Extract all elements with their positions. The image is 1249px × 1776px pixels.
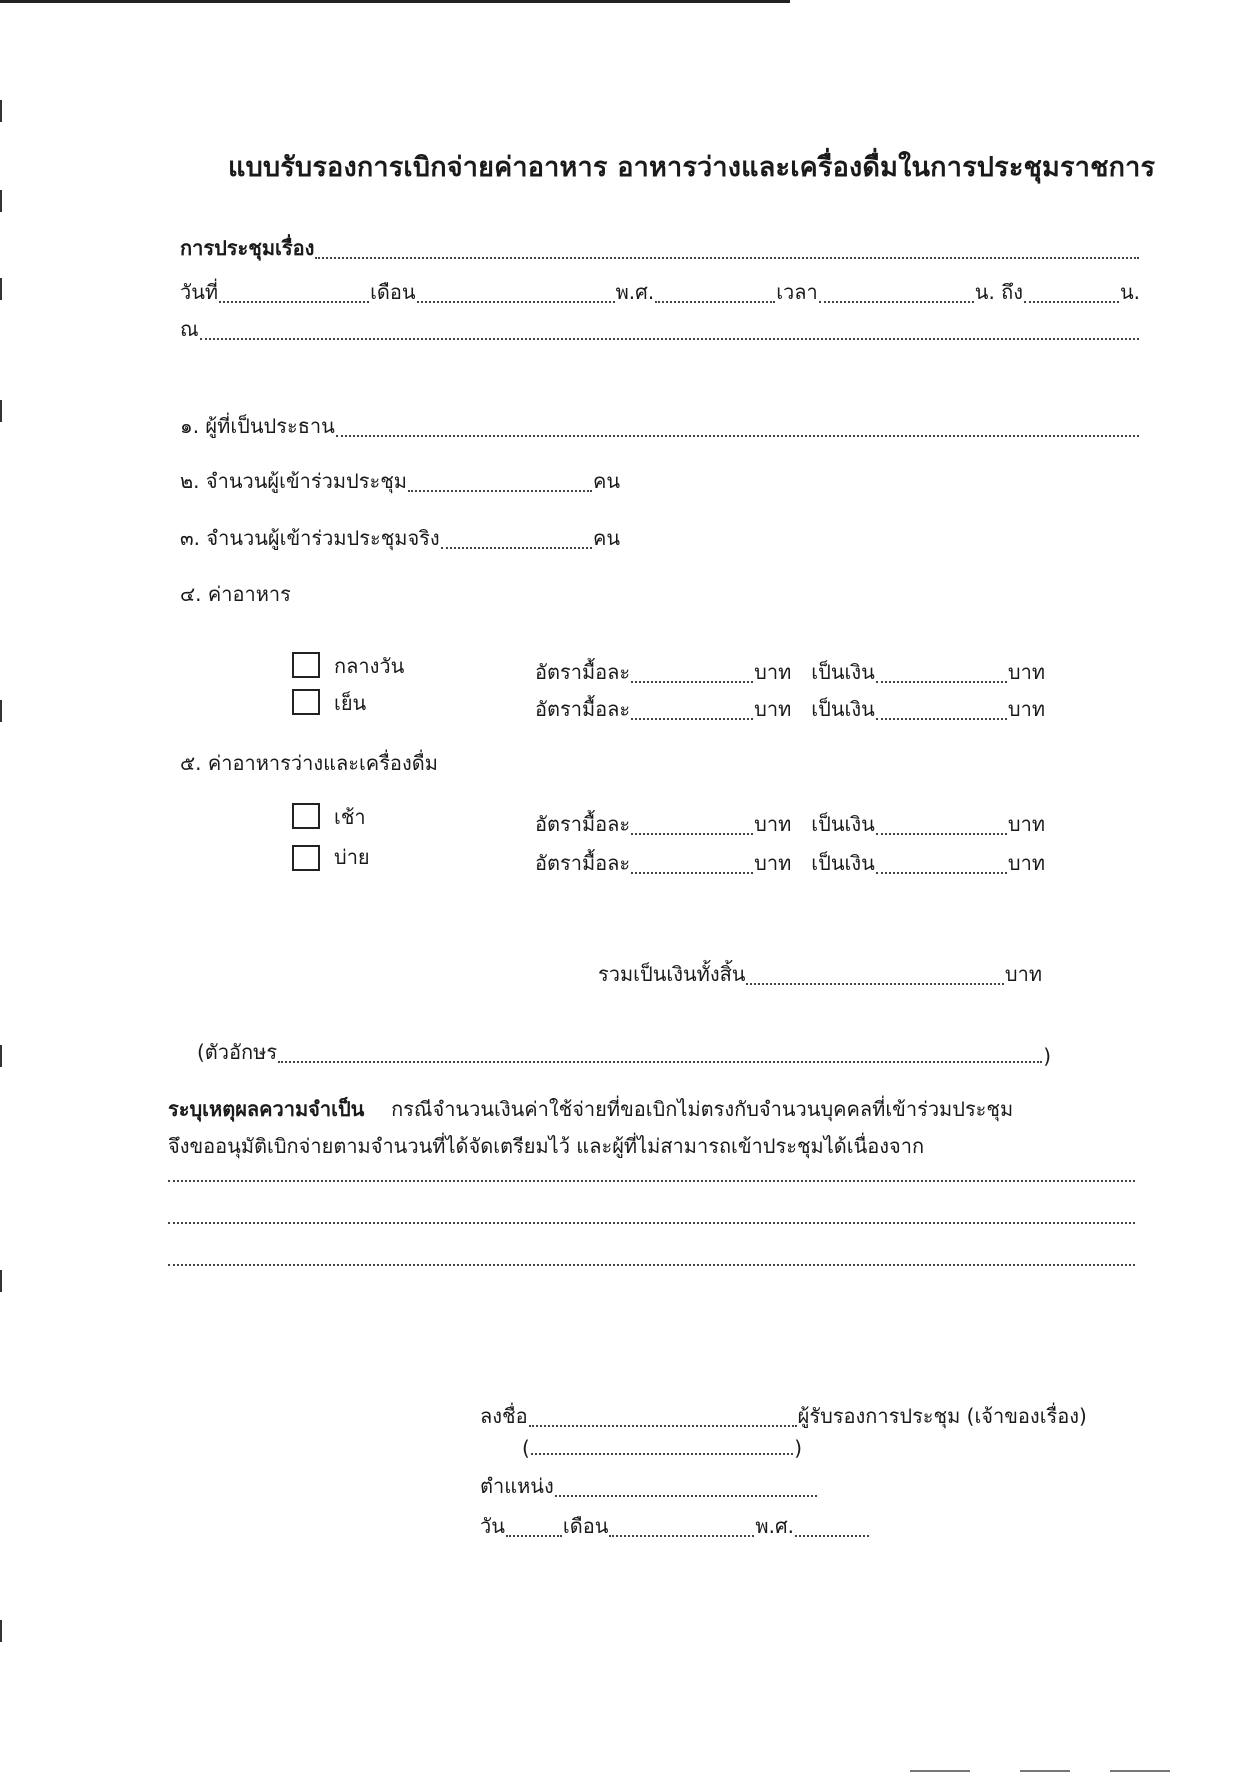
dinner-checkbox[interactable] <box>292 689 320 715</box>
reason-field-3[interactable] <box>168 1264 1135 1266</box>
position-field[interactable] <box>555 1494 817 1497</box>
scan-edge-mark <box>1110 1770 1170 1772</box>
scan-edge-mark <box>0 100 2 122</box>
baht-label: บาท <box>754 812 792 836</box>
name-row <box>522 1436 802 1460</box>
rate-label: อัตรามื้อละ <box>535 812 631 836</box>
sign-year-label: พ.ศ. <box>755 1514 795 1538</box>
reason-field-1[interactable] <box>168 1180 1135 1182</box>
baht-label: บาท <box>1007 660 1045 684</box>
baht-label: บาท <box>1007 851 1045 875</box>
scan-edge-mark <box>0 190 2 212</box>
position-row <box>480 1470 818 1502</box>
dinner-rate-row <box>535 693 1045 725</box>
meeting-subject-row <box>180 232 1140 264</box>
in-words-label: (ตัวอักษร <box>197 1040 278 1064</box>
reason-field-2[interactable] <box>168 1222 1135 1224</box>
morning-amount-field[interactable] <box>876 832 1007 835</box>
attendees-actual-label: ๓. จำนวนผู้เข้าร่วมประชุมจริง <box>180 526 440 550</box>
attendees-expected-row <box>180 465 620 497</box>
attendees-expected-label: ๒. จำนวนผู้เข้าร่วมประชุม <box>180 469 407 493</box>
lunch-label: กลางวัน <box>334 654 405 678</box>
signature-row <box>480 1400 1095 1432</box>
reason-line-1 <box>168 1093 1013 1125</box>
scan-top-bar <box>0 0 790 3</box>
scan-edge-mark <box>910 1770 970 1772</box>
morning-checkbox[interactable] <box>292 803 320 829</box>
place-field[interactable] <box>200 337 1139 340</box>
form-title: แบบรับรองการเบิกจ่ายค่าอาหาร อาหารว่างและเครื่องดื่มในการประชุมราชการ <box>228 152 1156 183</box>
time-label: เวลา <box>776 280 818 304</box>
total-label: รวมเป็นเงินทั้งสิ้น <box>598 962 746 986</box>
reason-text-1: กรณีจำนวนเงินค่าใช้จ่ายที่ขอเบิกไม่ตรงกับจำนวนบุคคลที่เข้าร่วมประชุม <box>391 1097 1014 1121</box>
amount-label: เป็นเงิน <box>811 660 875 684</box>
dinner-rate-field[interactable] <box>631 717 753 720</box>
scan-edge-mark <box>0 278 2 300</box>
baht-label: บาท <box>754 851 792 875</box>
rate-label: อัตรามื้อละ <box>535 660 631 684</box>
baht-label: บาท <box>1007 697 1045 721</box>
snack-heading: ๕. ค่าอาหารว่างและเครื่องดื่ม <box>180 751 438 775</box>
day-field[interactable] <box>219 300 369 303</box>
name-field[interactable] <box>531 1452 793 1455</box>
lunch-rate-row <box>535 656 1045 688</box>
lunch-rate-field[interactable] <box>631 680 753 683</box>
attendees-actual-row <box>180 522 620 554</box>
time-end-field[interactable] <box>1024 300 1119 303</box>
year-label: พ.ศ. <box>615 280 655 304</box>
afternoon-rate-row <box>535 847 1045 879</box>
in-words-field[interactable] <box>278 1060 1042 1063</box>
afternoon-amount-field[interactable] <box>876 871 1007 874</box>
lunch-amount-field[interactable] <box>876 680 1007 683</box>
baht-label: บาท <box>754 697 792 721</box>
scan-edge-mark <box>0 1620 2 1642</box>
sign-label: ลงชื่อ <box>480 1404 528 1428</box>
reason-heading: ระบุเหตุผลความจำเป็น <box>168 1097 365 1121</box>
baht-label: บาท <box>1004 962 1042 986</box>
position-label: ตำแหน่ง <box>480 1474 554 1498</box>
signature-field[interactable] <box>529 1424 797 1427</box>
scan-edge-mark <box>1020 1770 1070 1772</box>
certifier-label: ผู้รับรองการประชุม (เจ้าของเรื่อง) <box>797 1404 1087 1428</box>
morning-rate-field[interactable] <box>631 832 753 835</box>
food-heading: ๔. ค่าอาหาร <box>180 582 291 606</box>
sign-month-label: เดือน <box>562 1514 609 1538</box>
scan-edge-mark <box>0 1045 2 1067</box>
sign-day-field[interactable] <box>506 1534 562 1537</box>
baht-label: บาท <box>754 660 792 684</box>
sign-year-field[interactable] <box>795 1534 869 1537</box>
month-field[interactable] <box>417 300 615 303</box>
amount-label: เป็นเงิน <box>811 851 875 875</box>
person-unit-label: คน <box>592 469 620 493</box>
month-label: เดือน <box>370 280 416 304</box>
year-field[interactable] <box>655 300 775 303</box>
until-label: น. ถึง <box>974 280 1024 304</box>
dinner-amount-field[interactable] <box>876 717 1007 720</box>
paren-open: ( <box>522 1436 530 1460</box>
meeting-date-row <box>180 276 1140 308</box>
meeting-subject-label: การประชุมเรื่อง <box>180 236 315 260</box>
attendees-expected-field[interactable] <box>408 489 592 492</box>
chair-label: ๑. ผู้ที่เป็นประธาน <box>180 414 335 438</box>
in-words-row <box>197 1036 1051 1068</box>
morning-rate-row <box>535 808 1045 840</box>
scan-edge-mark <box>0 700 2 722</box>
attendees-actual-field[interactable] <box>441 546 592 549</box>
place-label: ณ <box>180 317 199 341</box>
total-field[interactable] <box>746 982 1003 985</box>
scan-edge-mark <box>0 1270 2 1292</box>
time-start-field[interactable] <box>819 300 974 303</box>
in-words-close: ) <box>1043 1044 1051 1068</box>
lunch-checkbox[interactable] <box>292 652 320 678</box>
dinner-label: เย็น <box>334 691 367 715</box>
amount-label: เป็นเงิน <box>811 697 875 721</box>
scan-edge-mark <box>0 400 2 422</box>
sign-month-field[interactable] <box>609 1534 754 1537</box>
time-unit-label: น. <box>1119 280 1140 304</box>
rate-label: อัตรามื้อละ <box>535 851 631 875</box>
morning-label: เช้า <box>334 805 366 829</box>
baht-label: บาท <box>1007 812 1045 836</box>
paren-close: ) <box>794 1436 802 1460</box>
person-unit-label: คน <box>592 526 620 550</box>
chair-field[interactable] <box>336 434 1139 437</box>
sign-date-row <box>480 1510 870 1542</box>
day-label: วันที่ <box>180 280 219 304</box>
sign-day-label: วัน <box>480 1514 505 1538</box>
afternoon-checkbox[interactable] <box>292 845 320 871</box>
rate-label: อัตรามื้อละ <box>535 697 631 721</box>
afternoon-rate-field[interactable] <box>631 871 753 874</box>
chair-row <box>180 410 1140 442</box>
meeting-place-row <box>180 313 1140 345</box>
meeting-subject-field[interactable] <box>315 256 1139 259</box>
amount-label: เป็นเงิน <box>811 812 875 836</box>
total-row <box>598 958 1042 990</box>
afternoon-label: บ่าย <box>334 845 370 869</box>
reason-text-2: จึงขออนุมัติเบิกจ่ายตามจำนวนที่ได้จัดเตรียมไว้ และผู้ที่ไม่สามารถเข้าประชุมได้เนื่องจาก <box>168 1134 925 1158</box>
